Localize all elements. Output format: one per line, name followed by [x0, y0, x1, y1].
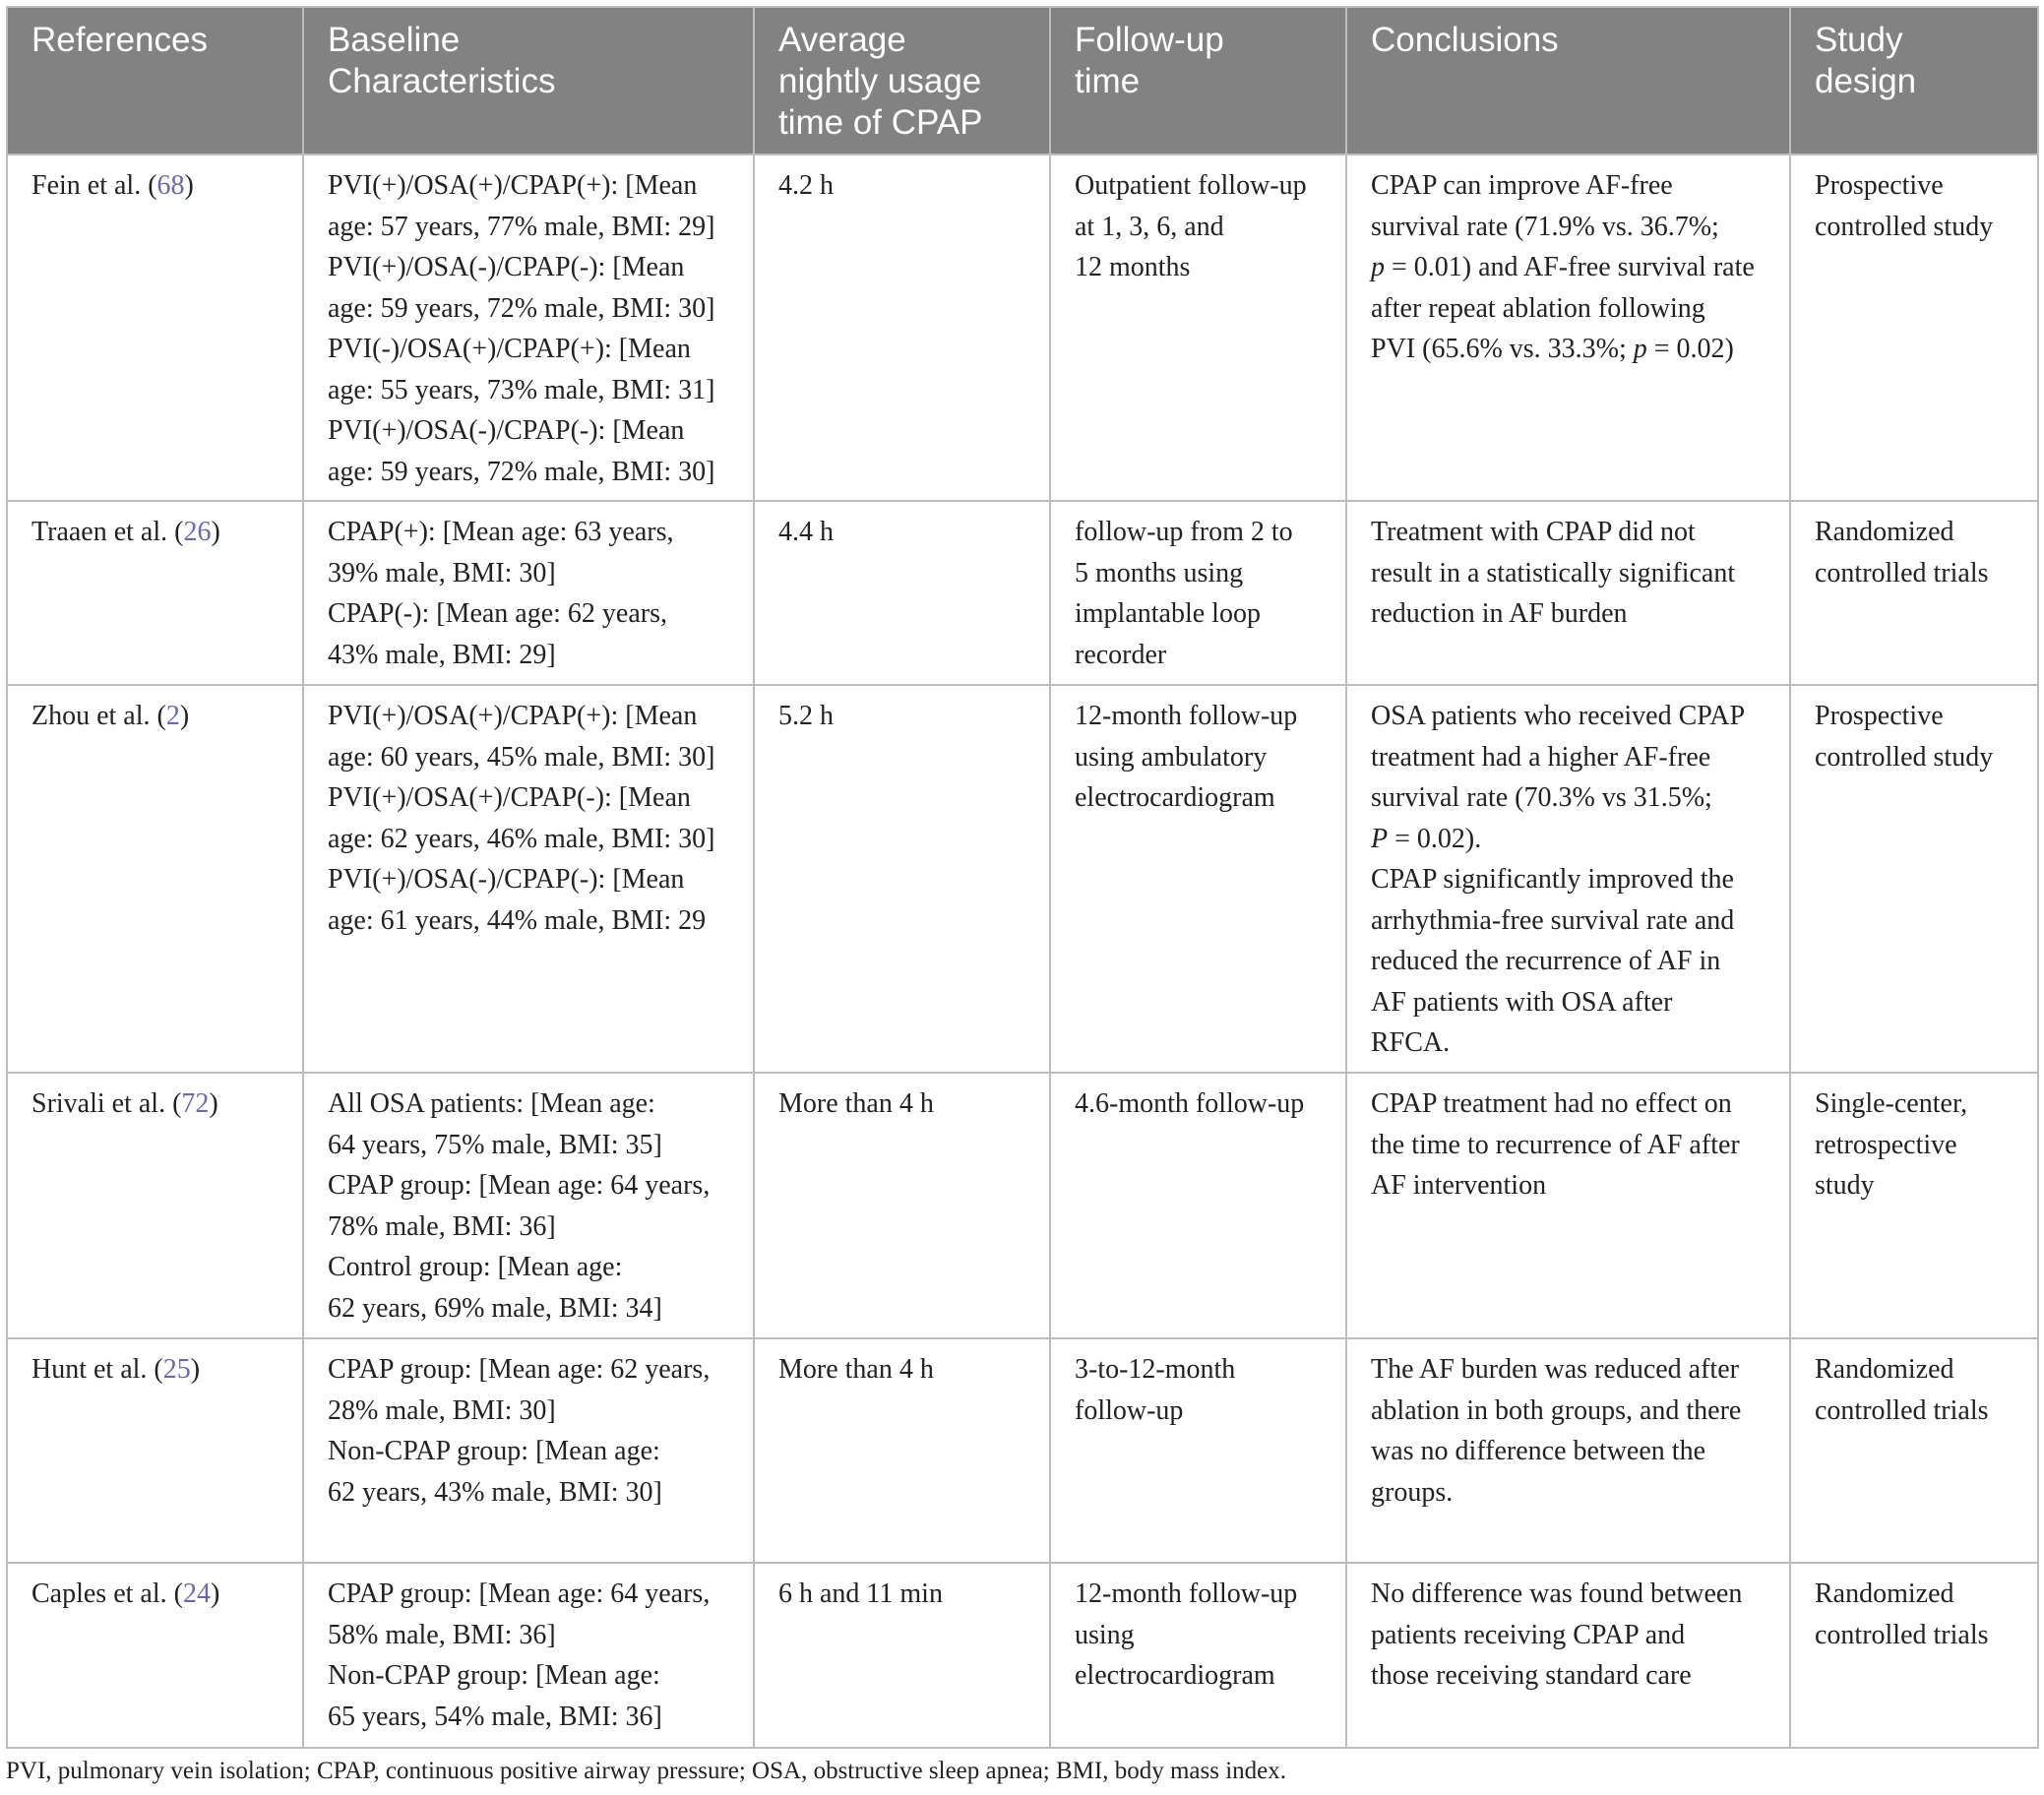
- cell-usage-line: 4.4 h: [778, 517, 834, 547]
- cell-baseline-line: PVI(+)/OSA(-)/CPAP(-): [Mean: [328, 864, 685, 895]
- cell-baseline-line: age: 55 years, 73% male, BMI: 31]: [328, 374, 715, 405]
- cell-conclusions-line: arrhythmia-free survival rate and: [1371, 904, 1735, 936]
- reference-author: Srivali et al. (: [31, 1088, 182, 1119]
- cell-study-design-line: Randomized: [1815, 1354, 1954, 1385]
- cell-study-design-line: controlled study: [1815, 741, 1994, 773]
- cell-followup: [1050, 1563, 1346, 1748]
- cell-study-design-line: study: [1815, 1170, 1875, 1201]
- cell-followup: [1050, 501, 1346, 685]
- cell-conclusions-line: groups.: [1371, 1476, 1454, 1508]
- reference-author: Fein et al. (: [31, 170, 157, 201]
- cell-reference: Caples et al. (24): [7, 1563, 303, 1748]
- cell-conclusions-line: ablation in both groups, and there: [1371, 1394, 1742, 1426]
- cell-study-design-line: retrospective: [1815, 1129, 1957, 1160]
- cell-study-design-line: controlled study: [1815, 211, 1994, 242]
- cell-usage: [754, 1338, 1050, 1563]
- cell-conclusions: [1346, 155, 1790, 501]
- cell-baseline-line: age: 57 years, 77% male, BMI: 29]: [328, 211, 715, 242]
- cell-reference: Traaen et al. (26): [7, 501, 303, 685]
- cell-baseline-line: 58% male, BMI: 36]: [328, 1619, 556, 1650]
- header-conclusions: Conclusions: [1346, 7, 1790, 155]
- cell-study-design: [1790, 1338, 2038, 1563]
- cell-baseline-line: PVI(+)/OSA(-)/CPAP(-): [Mean: [328, 415, 685, 446]
- cell-baseline-line: age: 61 years, 44% male, BMI: 29: [328, 904, 707, 936]
- cell-study-design: [1790, 1563, 2038, 1748]
- cell-conclusions-line: reduced the recurrence of AF in: [1371, 946, 1721, 976]
- cell-study-design-line: controlled trials: [1815, 1619, 1989, 1650]
- cell-baseline-line: Control group: [Mean age:: [328, 1252, 623, 1282]
- cell-conclusions-line: the time to recurrence of AF after: [1371, 1129, 1740, 1160]
- cell-conclusions-line: CPAP can improve AF-free: [1371, 170, 1673, 201]
- cell-reference: Zhou et al. (2): [7, 685, 303, 1073]
- table-body: [7, 155, 2038, 1748]
- cell-conclusions-line: P = 0.02).: [1371, 823, 1482, 854]
- reference-number-link[interactable]: 68: [156, 170, 185, 201]
- cell-baseline-line: CPAP(+): [Mean age: 63 years,: [328, 517, 674, 547]
- cell-baseline-line: age: 59 years, 72% male, BMI: 30]: [328, 456, 715, 487]
- reference-number-link[interactable]: 24: [182, 1578, 211, 1609]
- cell-reference: Fein et al. (68): [7, 155, 303, 501]
- header-follow-up-time: Follow-up time: [1050, 7, 1346, 155]
- cell-followup-line: Outpatient follow-up: [1075, 170, 1307, 201]
- cell-baseline-line: 43% male, BMI: 29]: [328, 639, 556, 670]
- cell-conclusions-line: patients receiving CPAP and: [1371, 1619, 1686, 1650]
- cell-baseline: [303, 1563, 754, 1748]
- cell-followup-line: electrocardiogram: [1075, 782, 1275, 813]
- reference-author: Caples et al. (: [31, 1578, 183, 1609]
- table-row: [7, 1338, 2038, 1563]
- header-average-usage: Average nightly usage time of CPAP: [754, 7, 1050, 155]
- cell-usage: [754, 1073, 1050, 1338]
- cell-conclusions: [1346, 501, 1790, 685]
- cell-baseline-line: age: 62 years, 46% male, BMI: 30]: [328, 823, 715, 854]
- cell-conclusions-line: PVI (65.6% vs. 33.3%; p = 0.02): [1371, 334, 1734, 364]
- cell-baseline-line: 65 years, 54% male, BMI: 36]: [328, 1701, 662, 1732]
- cell-baseline-line: CPAP group: [Mean age: 64 years,: [328, 1170, 711, 1201]
- header-study-design: Study design: [1790, 7, 2038, 155]
- data-table: [6, 6, 2039, 1749]
- cell-usage-line: 4.2 h: [778, 170, 834, 201]
- reference-author: Hunt et al. (: [31, 1354, 163, 1385]
- cell-conclusions-line: those receiving standard care: [1371, 1660, 1692, 1691]
- cell-baseline: [303, 685, 754, 1073]
- cell-conclusions-line: was no difference between the: [1371, 1436, 1705, 1466]
- cell-usage-line: More than 4 h: [778, 1354, 934, 1385]
- cell-baseline-line: PVI(+)/OSA(+)/CPAP(-): [Mean: [328, 782, 691, 813]
- cell-baseline-line: CPAP(-): [Mean age: 62 years,: [328, 598, 668, 629]
- cell-baseline-line: PVI(-)/OSA(+)/CPAP(+): [Mean: [328, 334, 691, 364]
- cell-followup-line: recorder: [1075, 639, 1167, 670]
- cell-followup-line: 12 months: [1075, 252, 1191, 282]
- cell-study-design-line: Randomized: [1815, 1578, 1954, 1609]
- cell-followup-line: follow-up: [1075, 1394, 1184, 1426]
- header-baseline-characteristics: Baseline Characteristics: [303, 7, 754, 155]
- cell-followup-line: using: [1075, 1619, 1135, 1650]
- cell-usage-line: 6 h and 11 min: [778, 1578, 943, 1609]
- cell-conclusions-line: p = 0.01) and AF-free survival rate: [1371, 252, 1755, 282]
- cell-study-design-line: controlled trials: [1815, 557, 1989, 588]
- cell-baseline-line: age: 60 years, 45% male, BMI: 30]: [328, 741, 715, 773]
- table-row: [7, 1073, 2038, 1338]
- cell-conclusions-line: survival rate (70.3% vs 31.5%;: [1371, 782, 1712, 813]
- cell-study-design: [1790, 1073, 2038, 1338]
- cell-baseline: [303, 1338, 754, 1563]
- cell-followup-line: 3-to-12-month: [1075, 1354, 1236, 1385]
- cell-followup-line: 4.6-month follow-up: [1075, 1088, 1305, 1119]
- cell-baseline-line: 64 years, 75% male, BMI: 35]: [328, 1129, 662, 1160]
- cell-conclusions-line: Treatment with CPAP did not: [1371, 517, 1696, 547]
- header-references: References: [7, 7, 303, 155]
- cell-reference: Srivali et al. (72): [7, 1073, 303, 1338]
- cell-study-design: [1790, 155, 2038, 501]
- cell-followup-line: 12-month follow-up: [1075, 1578, 1298, 1609]
- cell-reference: Hunt et al. (25): [7, 1338, 303, 1563]
- cell-usage: [754, 155, 1050, 501]
- cell-conclusions-line: CPAP treatment had no effect on: [1371, 1088, 1732, 1119]
- table-footnote: PVI, pulmonary vein isolation; CPAP, continuous positive airway pressure; OSA, obstructive sleep apnea; BMI, body mass index.: [6, 1758, 1287, 1784]
- cell-conclusions-line: CPAP significantly improved the: [1371, 864, 1734, 895]
- cell-conclusions-line: RFCA.: [1371, 1027, 1451, 1058]
- reference-number-link[interactable]: 26: [183, 517, 212, 547]
- cell-followup: [1050, 1338, 1346, 1563]
- cell-followup: [1050, 1073, 1346, 1338]
- cell-conclusions: [1346, 1073, 1790, 1338]
- cell-baseline-line: All OSA patients: [Mean age:: [328, 1088, 655, 1119]
- table-row: [7, 685, 2038, 1073]
- cell-baseline-line: PVI(+)/OSA(+)/CPAP(+): [Mean: [328, 170, 698, 201]
- cell-usage-line: More than 4 h: [778, 1088, 934, 1119]
- cell-baseline-line: age: 59 years, 72% male, BMI: 30]: [328, 292, 715, 324]
- cell-conclusions: [1346, 685, 1790, 1073]
- cell-baseline-line: 78% male, BMI: 36]: [328, 1210, 556, 1242]
- cell-conclusions-line: treatment had a higher AF-free: [1371, 741, 1711, 773]
- cell-conclusions: [1346, 1338, 1790, 1563]
- cell-baseline-line: CPAP group: [Mean age: 62 years,: [328, 1354, 711, 1385]
- cell-baseline-line: Non-CPAP group: [Mean age:: [328, 1660, 660, 1691]
- cell-usage: [754, 501, 1050, 685]
- cell-conclusions-line: reduction in AF burden: [1371, 598, 1628, 629]
- header-row: [7, 7, 2038, 155]
- cell-baseline-line: CPAP group: [Mean age: 64 years,: [328, 1578, 711, 1609]
- cell-study-design: [1790, 685, 2038, 1073]
- cell-baseline: [303, 1073, 754, 1338]
- cell-conclusions-line: AF intervention: [1371, 1170, 1547, 1201]
- cell-baseline-line: PVI(+)/OSA(-)/CPAP(-): [Mean: [328, 252, 685, 282]
- cell-conclusions-line: AF patients with OSA after: [1371, 986, 1673, 1018]
- cell-conclusions-line: result in a statistically significant: [1371, 557, 1736, 588]
- cell-baseline-line: 62 years, 43% male, BMI: 30]: [328, 1476, 662, 1508]
- cell-baseline-line: 28% male, BMI: 30]: [328, 1394, 556, 1426]
- table-row: [7, 501, 2038, 685]
- cell-followup-line: follow-up from 2 to: [1075, 517, 1293, 547]
- cell-study-design-line: Randomized: [1815, 517, 1954, 547]
- cell-usage: [754, 1563, 1050, 1748]
- cell-baseline: [303, 155, 754, 501]
- cell-study-design-line: Prospective: [1815, 701, 1944, 731]
- cell-baseline-line: 62 years, 69% male, BMI: 34]: [328, 1292, 662, 1324]
- cell-study-design-line: Single-center,: [1815, 1088, 1968, 1119]
- cell-conclusions-line: The AF burden was reduced after: [1371, 1354, 1739, 1385]
- cell-baseline: [303, 501, 754, 685]
- reference-number-link[interactable]: 25: [162, 1354, 191, 1385]
- cell-followup-line: implantable loop: [1075, 598, 1261, 629]
- cell-baseline-line: 39% male, BMI: 30]: [328, 557, 556, 588]
- cell-followup: [1050, 155, 1346, 501]
- reference-author: Traaen et al. (: [31, 517, 184, 547]
- cell-conclusions-line: No difference was found between: [1371, 1578, 1743, 1609]
- cell-baseline-line: PVI(+)/OSA(+)/CPAP(+): [Mean: [328, 701, 698, 731]
- cell-study-design-line: Prospective: [1815, 170, 1944, 201]
- cell-followup-line: 12-month follow-up: [1075, 701, 1298, 731]
- cell-conclusions-line: survival rate (71.9% vs. 36.7%;: [1371, 211, 1719, 242]
- cell-followup-line: electrocardiogram: [1075, 1660, 1275, 1691]
- table-row: [7, 1563, 2038, 1748]
- cell-usage: [754, 685, 1050, 1073]
- cell-conclusions: [1346, 1563, 1790, 1748]
- table-row: [7, 155, 2038, 501]
- cell-study-design: [1790, 501, 2038, 685]
- cell-followup-line: 5 months using: [1075, 557, 1244, 588]
- cell-baseline-line: Non-CPAP group: [Mean age:: [328, 1436, 660, 1466]
- cell-followup: [1050, 685, 1346, 1073]
- cell-usage-line: 5.2 h: [778, 701, 834, 731]
- cell-conclusions-line: OSA patients who received CPAP: [1371, 701, 1746, 731]
- cell-conclusions-line: after repeat ablation following: [1371, 292, 1705, 324]
- reference-number-link[interactable]: 72: [181, 1088, 210, 1119]
- cell-followup-line: using ambulatory: [1075, 741, 1268, 773]
- reference-author: Zhou et al. (: [31, 701, 166, 731]
- cell-followup-line: at 1, 3, 6, and: [1075, 211, 1224, 242]
- cell-study-design-line: controlled trials: [1815, 1394, 1989, 1426]
- reference-number-link[interactable]: 2: [165, 701, 180, 731]
